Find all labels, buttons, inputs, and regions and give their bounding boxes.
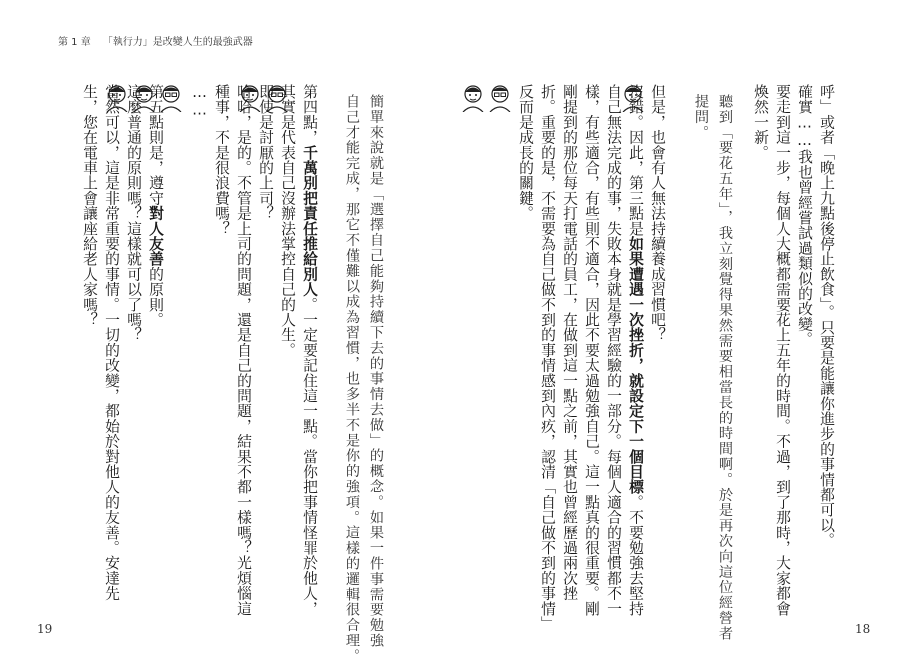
text-line: 簡單來說就是「選擇自己能夠持續下去的事情去做」的概念。如果一件事需要勉強 [368,94,384,649]
text-line: 剛提到的那位每天打電話的員工，在做到這一點之前，其實也曾經歷過兩次挫 [561,84,578,601]
text-line: 哈哈，是的。不管是上司的問題，還是自己的問題，結果不都一樣嗎？光煩惱這 [235,84,252,616]
text-line: 折。重要的是，不需要為自己做不到的事情感到內疚，認清「自己做不到的事情」 [539,84,556,632]
text-line: 自己無法完成的事，失敗本身就是學習經驗的一部分。每個人適合的習慣都不一 [605,84,622,616]
author-avatars [460,82,513,112]
text-line: 自己才能完成，那它不僅難以成為習慣，也多半不是你的強項。這樣的邏輯很合理。 [344,94,360,664]
page-number: 19 [37,622,53,636]
running-header [58,33,253,48]
text-line: 提問。 [693,94,709,141]
text-line: 要走到這一步，每個人大概都需要花上五年的時間。不過，到了那時，大家都會 [774,84,791,616]
text-line: 其實是代表自己沒辦法掌控自己的人生。 [279,84,296,358]
text-line: 呼」或者「晚上九點後停止飲食」。只要是能讓你進步的事情都可以。 [818,84,835,548]
chapter-label: 第 1 章 [58,37,91,48]
author-avatar-icon [487,82,513,112]
page-number: 18 [855,622,871,636]
text-line: 但是，也會有人無法持續養成習慣吧？ [649,84,666,343]
text-line: 煥然一新。 [752,84,769,160]
text-line: 種事，不是很浪費嗎？ [213,84,230,236]
text-line: 樣，有些適合，有些則不適合，因此不要太過勉強自己。這一點真的很重要。剛 [583,84,600,616]
text-line: 第五點則是，遵守對人友善的原則。 [147,84,164,328]
right-page [450,0,900,661]
text-line: 即使是討厭的上司？ [257,84,274,221]
text-line: 反而是成長的關鍵。 [517,84,534,221]
text-line: 第四點，千萬別把責任推給別人。一定要記住這一點。當你把事情怪罪於他人， [301,84,318,617]
text-line: …… [191,84,208,119]
text-line: 確實……我也曾經嘗試過類似的改變。 [796,84,813,347]
chapter-title: 「執行力」是改變人生的最強武器 [102,37,253,48]
text-line: 沒錯。因此，第三點是如果遭遇一次挫折，就設定下一個目標。不要勉強去堅持 [627,84,644,617]
text-line: 當然可以，這是非常重要的事情。一切的改變，都始於對他人的友善。安達先 [103,84,120,601]
text-line: 這麼普通的原則嗎？這樣就可以了嗎？ [125,84,142,343]
text-line: 生，您在電車上會讓座給老人家嗎？ [81,84,98,328]
text-line: 聽到「要花五年」，我立刻覺得果然需要相當長的時間啊。於是再次向這位經營者 [717,94,733,642]
manager-avatar-icon [460,82,486,112]
